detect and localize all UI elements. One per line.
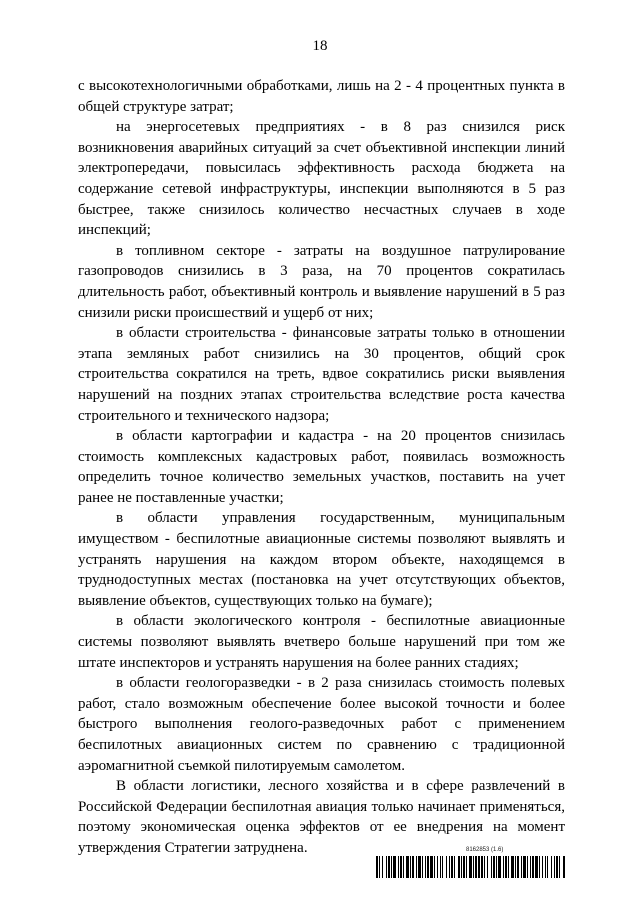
- barcode-bar: [556, 856, 558, 878]
- paragraph-property-management: в области управления государственным, муниципальным имуществом - беспилотные авиационные системы позволяют выявлять и устранять нарушения на каждом втором объекте, находящемся в труднодоступных местах (постановка на учет отсутствующих объектов, выявление объектов, существующих только на бумаге);: [78, 510, 565, 609]
- barcode-bar: [425, 856, 426, 878]
- barcode-bar: [491, 856, 492, 878]
- barcode-bar: [554, 856, 555, 878]
- barcode-bar: [484, 856, 485, 878]
- barcode-bar: [379, 856, 380, 878]
- barcode-bar: [547, 856, 548, 878]
- barcode-bar: [493, 856, 495, 878]
- paragraph-fuel-sector: в топливном секторе - затраты на воздушное патрулирование газопроводов снизились в 3 раза, на 70 процентов сократилась длительность работ, объективный контроль и выявление нарушений в 5 раз снизили риски происшествий и ущерб от них;: [78, 242, 565, 321]
- barcode-label: 8162853 (1.6): [466, 847, 504, 853]
- paragraph-logistics: В области логистики, лесного хозяйства и в сфере развлечений в Российской Федерации беспилотная авиация только начинает применяться, поэтому экономическая оценка эффектов от ее внедрения на момент утверждения Стратегии затруднена.: [78, 778, 565, 856]
- barcode-bar: [523, 856, 526, 878]
- barcode-bar: [400, 856, 402, 878]
- barcode-bar: [440, 856, 441, 878]
- barcode-bar: [478, 856, 480, 878]
- barcode-bar: [481, 856, 483, 878]
- barcode-bar: [406, 856, 409, 878]
- barcode-bar: [530, 856, 531, 878]
- barcode-bar: [454, 856, 455, 878]
- barcode-bar: [466, 856, 467, 878]
- barcode-bar: [469, 856, 472, 878]
- barcode-bar: [382, 856, 383, 878]
- barcode-bar: [398, 856, 399, 878]
- paragraph-geological-exploration: в области геологоразведки - в 2 раза снизилась стоимость полевых работ, стало возможным обеспечение более высокой точности и более быстрого выполнения геолого-разведочных работ с применением беспилотных авиационных систем по сравнению с традиционной аэромагнитной съемкой пилотируемым самолетом.: [78, 675, 565, 774]
- barcode-bar: [475, 856, 477, 878]
- barcode-bar: [388, 856, 390, 878]
- paragraph-cost-structure: с высокотехнологичными обработками, лишь на 2 - 4 процентных пункта в общей структуре затрат;: [78, 78, 565, 115]
- barcode-bar: [451, 856, 453, 878]
- barcode-bar: [463, 856, 465, 878]
- barcode-bar: [559, 856, 560, 878]
- barcode-bar: [458, 856, 460, 878]
- paragraph-energy-grid: на энергосетевых предприятиях - в 8 раз снизился риск возникновения аварийных ситуаций за счет объективной инспекции линий электропередачи, повысилась эффективность расхода бюджета на содержание сетевой инфраструктуры, инспекции выполняются в 5 раз быстрее, также снизилось количество несчастных случаев в ходе инспекций;: [78, 119, 565, 239]
- paragraph-construction: в области строительства - финансовые затраты только в отношении этапа земляных работ снизились на 30 процентов, общий срок строительства сократился на треть, вдвое сократились риски выявления нарушений на поздних этапах строительства вследствие роста качества строительного и технического надзора;: [78, 325, 565, 424]
- barcode-bar: [403, 856, 404, 878]
- barcode-bar: [496, 856, 497, 878]
- barcode-bar: [461, 856, 462, 878]
- paragraph-cartography: в области картографии и кадастра - на 20 процентов снизилась стоимость комплексных кадастровых работ, появилась возможность определить точное количество земельных участков, поставить на учет ранее не поставленные участки;: [78, 428, 565, 506]
- barcode-bar: [391, 856, 392, 878]
- barcode-bar: [498, 856, 501, 878]
- barcode-bar: [434, 856, 435, 878]
- barcode-bar: [427, 856, 429, 878]
- barcode-bar: [503, 856, 504, 878]
- barcode-bar: [508, 856, 509, 878]
- barcode-bar: [521, 856, 522, 878]
- barcode-bar: [442, 856, 443, 878]
- barcode-bar: [430, 856, 433, 878]
- barcode-bar: [545, 856, 546, 878]
- barcode-bar: [418, 856, 421, 878]
- barcode-bar: [532, 856, 534, 878]
- barcode-bar: [511, 856, 514, 878]
- barcode-bar: [446, 856, 447, 878]
- barcode-bar: [505, 856, 507, 878]
- barcode-bar: [539, 856, 540, 878]
- page-number: 18: [312, 38, 328, 54]
- barcode-bar: [515, 856, 516, 878]
- barcode-bar: [542, 856, 543, 878]
- barcode-bar: [437, 856, 438, 878]
- barcode-bar: [393, 856, 396, 878]
- barcode-bar: [551, 856, 552, 878]
- paragraph-ecological-control: в области экологического контроля - беспилотные авиационные системы позволяют выявлять вчетверо больше нарушений при том же штате инспекторов и устранять нарушения на более ранних стадиях;: [78, 613, 565, 671]
- barcode-bar: [410, 856, 411, 878]
- barcode-bar: [563, 856, 565, 878]
- barcode-bar: [535, 856, 538, 878]
- barcode-bar: [412, 856, 414, 878]
- barcode-bar: [422, 856, 423, 878]
- barcode-bar: [527, 856, 528, 878]
- barcode-bar: [449, 856, 450, 878]
- barcode-bar: [376, 856, 378, 878]
- barcode-bar: [386, 856, 387, 878]
- barcode-bar: [517, 856, 519, 878]
- barcode-bar: [487, 856, 488, 878]
- body-text: [78, 76, 565, 859]
- barcode-icon: [376, 856, 566, 878]
- barcode-bar: [473, 856, 474, 878]
- barcode-bar: [416, 856, 417, 878]
